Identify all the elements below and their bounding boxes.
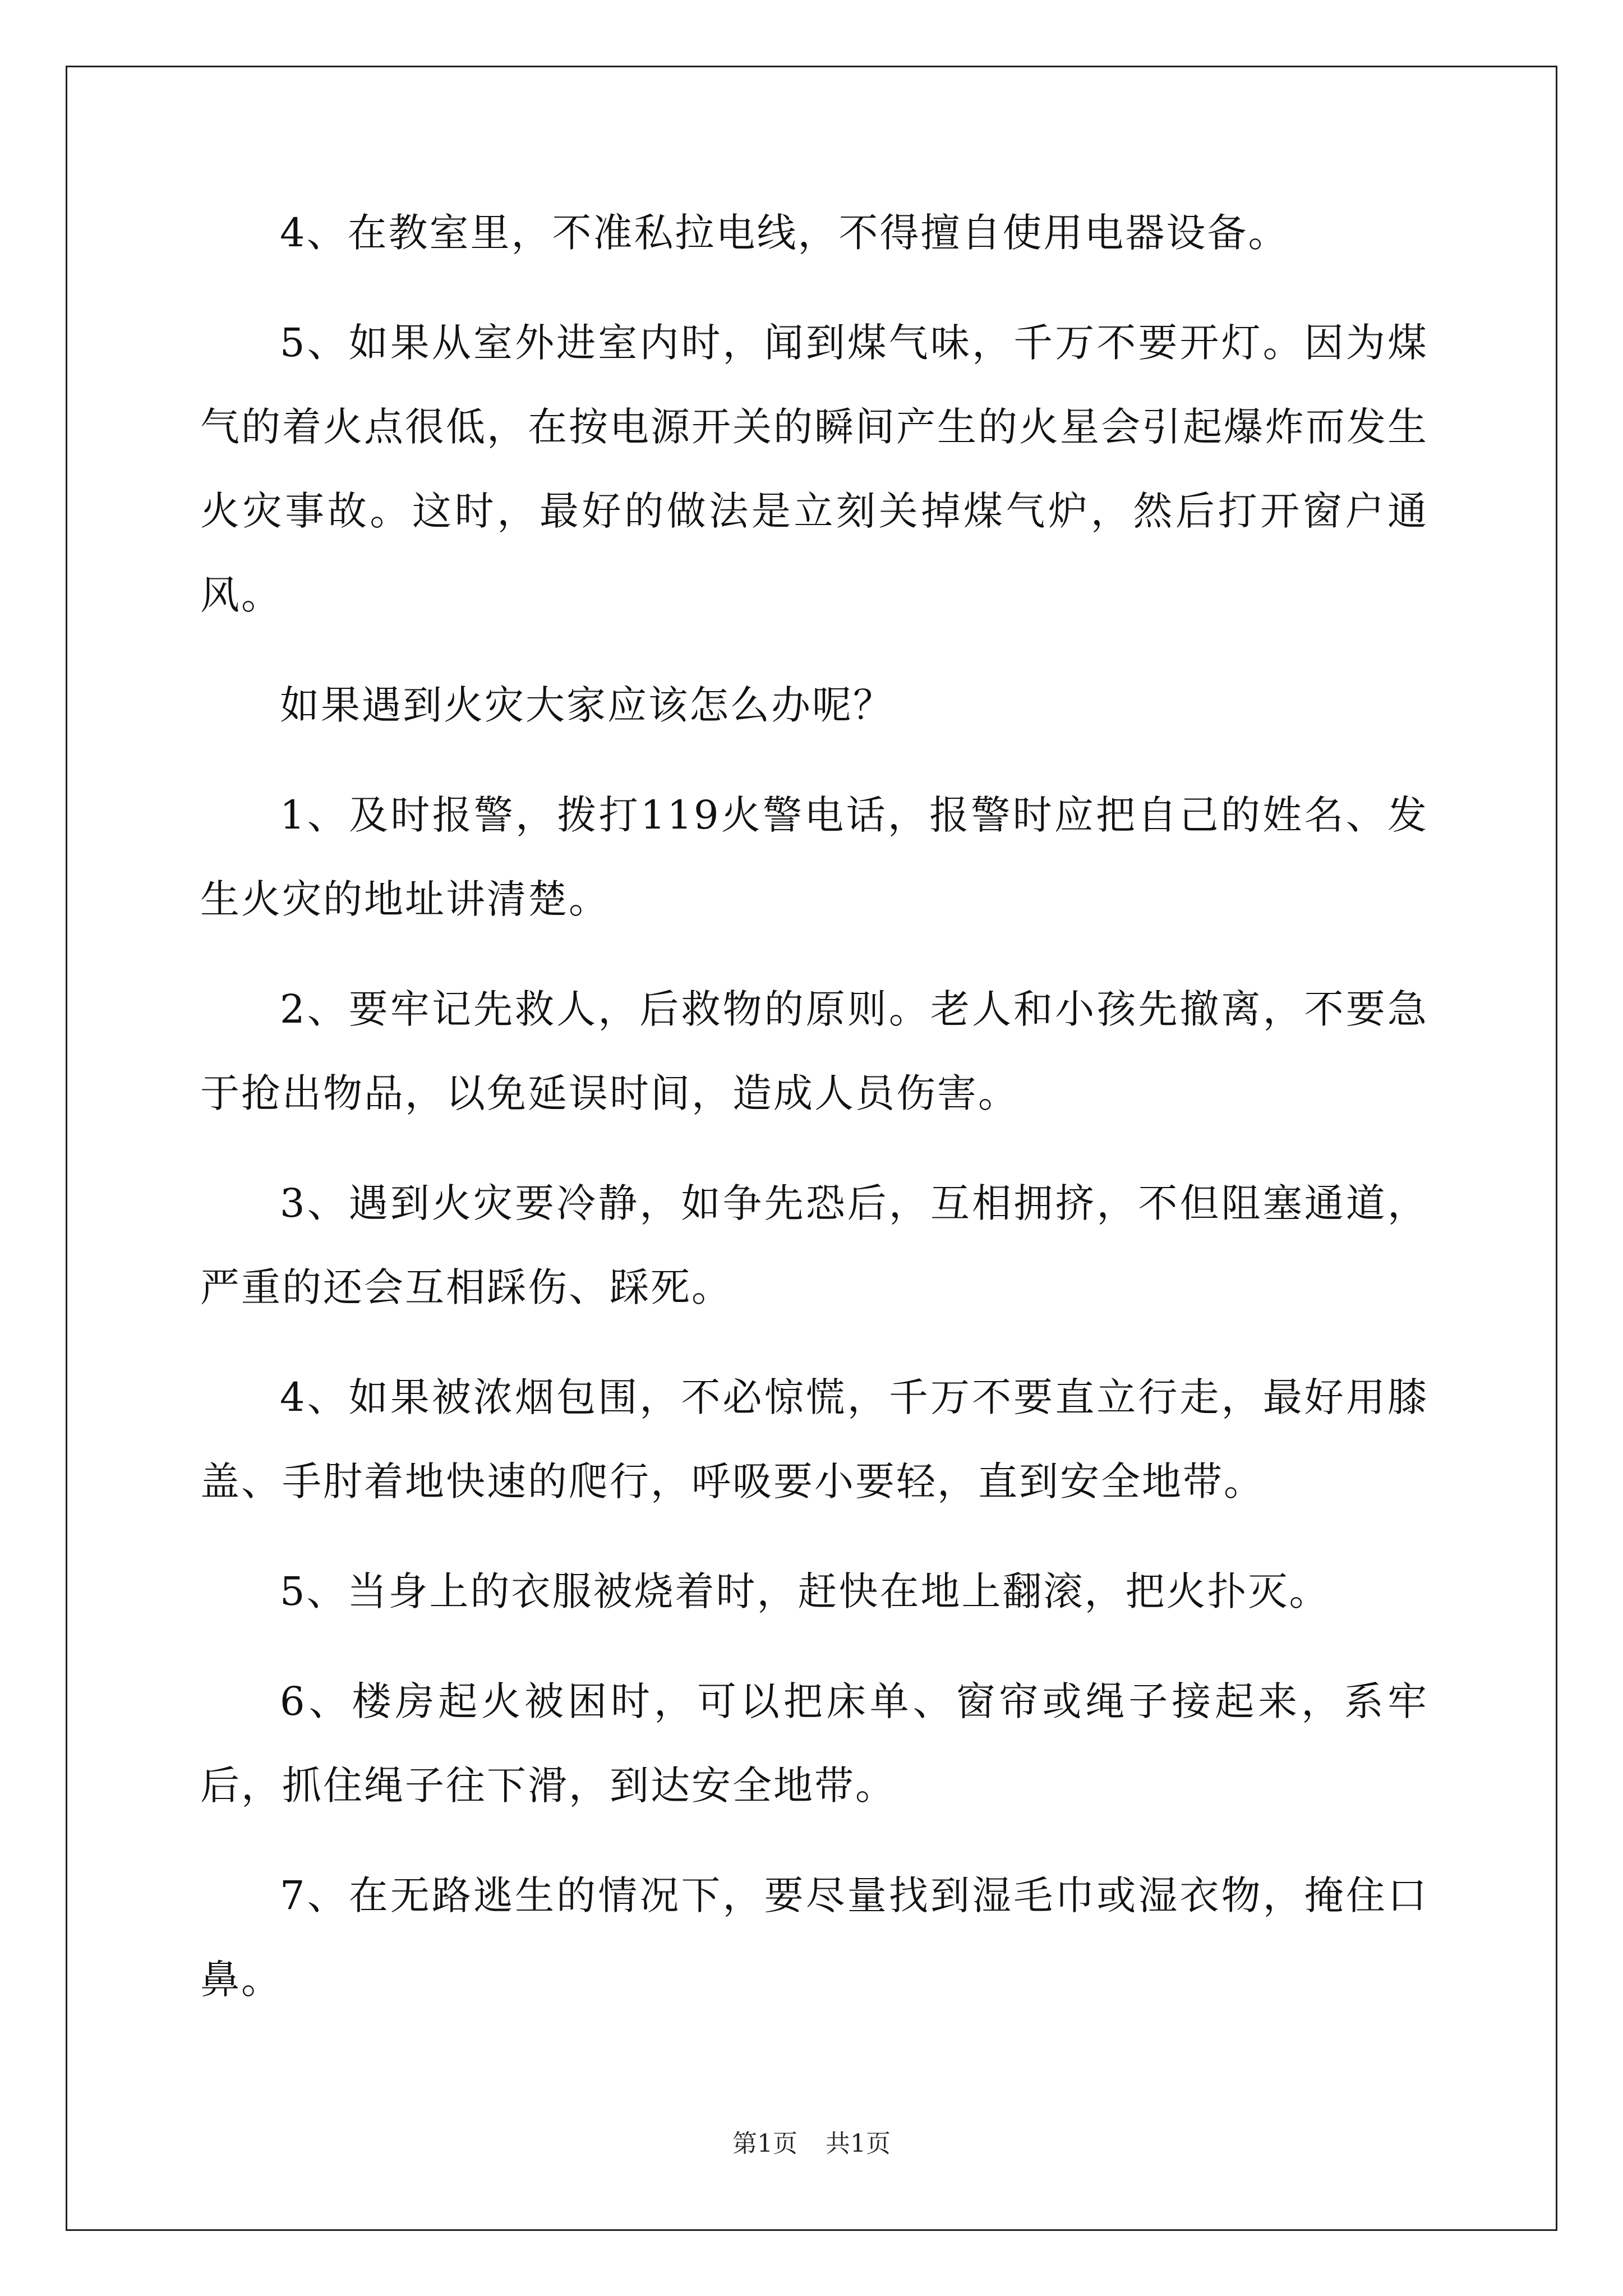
paragraph: 1、及时报警，拨打119火警电话，报警时应把自己的姓名、发生火灾的地址讲清楚。 xyxy=(200,792,1428,922)
paragraph: 7、在无路逃生的情况下，要尽量找到湿毛巾或湿衣物，掩住口鼻。 xyxy=(200,1872,1428,2003)
paragraph: 4、如果被浓烟包围，不必惊慌，千万不要直立行走，最好用膝盖、手肘着地快速的爬行，呼吸要小要轻，直到安全地带。 xyxy=(200,1374,1428,1504)
page-footer xyxy=(0,2127,1623,2161)
page-total: 共1页 xyxy=(826,2129,891,2158)
paragraph: 2、要牢记先救人，后救物的原则。老人和小孩先撤离，不要急于抢出物品，以免延误时间，造成人员伤害。 xyxy=(200,986,1428,1116)
paragraph: 如果遇到火灾大家应该怎么办呢？ xyxy=(280,682,894,728)
paragraph: 5、当身上的衣服被烧着时，赶快在地上翻滚，把火扑灭。 xyxy=(280,1568,1330,1614)
document-body xyxy=(200,191,1428,2047)
paragraph: 3、遇到火灾要冷静，如争先恐后，互相拥挤，不但阻塞通道，严重的还会互相踩伤、踩死。 xyxy=(200,1180,1428,1310)
paragraph: 6、楼房起火被困时，可以把床单、窗帘或绳子接起来，系牢后，抓住绳子往下滑，到达安全地带。 xyxy=(200,1678,1428,1809)
page-number: 第1页 xyxy=(732,2129,797,2158)
paragraph: 5、如果从室外进室内时，闻到煤气味，千万不要开灯。因为煤气的着火点很低，在按电源开关的瞬间产生的火星会引起爆炸而发生火灾事故。这时，最好的做法是立刻关掉煤气炉，然后打开窗户通风。 xyxy=(200,320,1428,618)
paragraph: 4、在教室里，不准私拉电线，不得擅自使用电器设备。 xyxy=(280,210,1289,256)
